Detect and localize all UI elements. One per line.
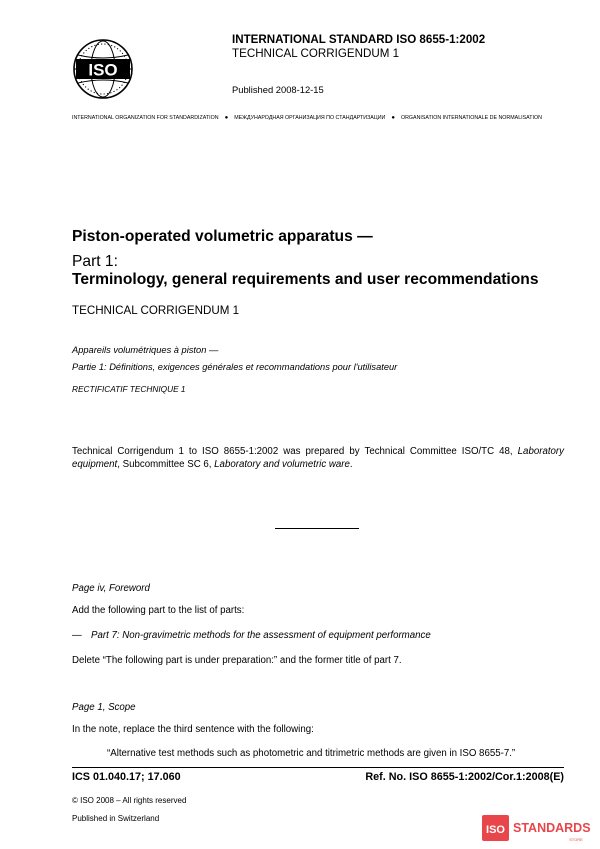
section-heading-foreword: Page iv, Foreword (72, 583, 150, 594)
foreword-instruction: Add the following part to the list of parts: (72, 605, 245, 616)
ics-code: ICS 01.040.17; 17.060 (72, 771, 181, 783)
bullet-icon: ● (391, 115, 395, 121)
footer-rule (72, 767, 564, 768)
organization-names (72, 115, 567, 121)
org-en: INTERNATIONAL ORGANIZATION FOR STANDARDIZATION (72, 115, 219, 121)
store-iso-text: ISO (486, 824, 505, 836)
logo-text: ISO (88, 60, 118, 80)
iso-logo (72, 38, 134, 100)
store-sub-text: STORE (569, 837, 583, 842)
corrigendum-label: TECHNICAL CORRIGENDUM 1 (232, 47, 400, 60)
store-name-text: STANDARDS (513, 821, 591, 835)
part-label: Part 1: (72, 253, 118, 270)
list-item-part7: Part 7: Non-gravimetric methods for the assessment of equipment performance (91, 630, 431, 641)
delete-instruction: Delete “The following part is under preparation:” and the former title of part 7. (72, 655, 402, 666)
technical-corrigendum-label: TECHNICAL CORRIGENDUM 1 (72, 304, 240, 317)
reference-number: Ref. No. ISO 8655-1:2002/Cor.1:2008(E) (365, 771, 564, 783)
standard-title: INTERNATIONAL STANDARD ISO 8655-1:2002 (232, 33, 486, 46)
published-in: Published in Switzerland (72, 814, 160, 823)
scope-instruction: In the note, replace the third sentence with the following: (72, 724, 314, 735)
document-title: Piston-operated volumetric apparatus — (72, 228, 373, 245)
part-title: Terminology, general requirements and user recommendations (72, 271, 539, 288)
replacement-quote: “Alternative test methods such as photometric and titrimetric methods are given in ISO 8655-7.” (107, 748, 516, 759)
org-fr: ORGANISATION INTERNATIONALE DE NORMALISATION (400, 115, 542, 121)
section-heading-scope: Page 1, Scope (72, 702, 136, 713)
org-ru: МЕЖДУНАРОДНАЯ ОРГАНИЗАЦИЯ ПО СТАНДАРТИЗАЦИИ (234, 115, 386, 121)
list-dash: — (72, 630, 82, 641)
bullet-icon: ● (224, 115, 229, 121)
copyright: © ISO 2008 – All rights reserved (72, 796, 187, 805)
intro-paragraph: Technical Corrigendum 1 to ISO 8655-1:2002 was prepared by Technical Committee ISO/TC 48, Laboratory equipment, Subcommittee SC 6, Laboratory and volumetric ware. (72, 446, 564, 470)
french-tc-label: RECTIFICATIF TECHNIQUE 1 (72, 384, 186, 394)
french-part-title: Partie 1: Définitions, exigences générales et recommandations pour l'utilisateur (72, 362, 398, 372)
published-date: Published 2008-12-15 (232, 84, 324, 95)
divider (275, 528, 359, 529)
standards-store-badge (480, 812, 594, 844)
french-title: Appareils volumétriques à piston — (72, 345, 219, 355)
